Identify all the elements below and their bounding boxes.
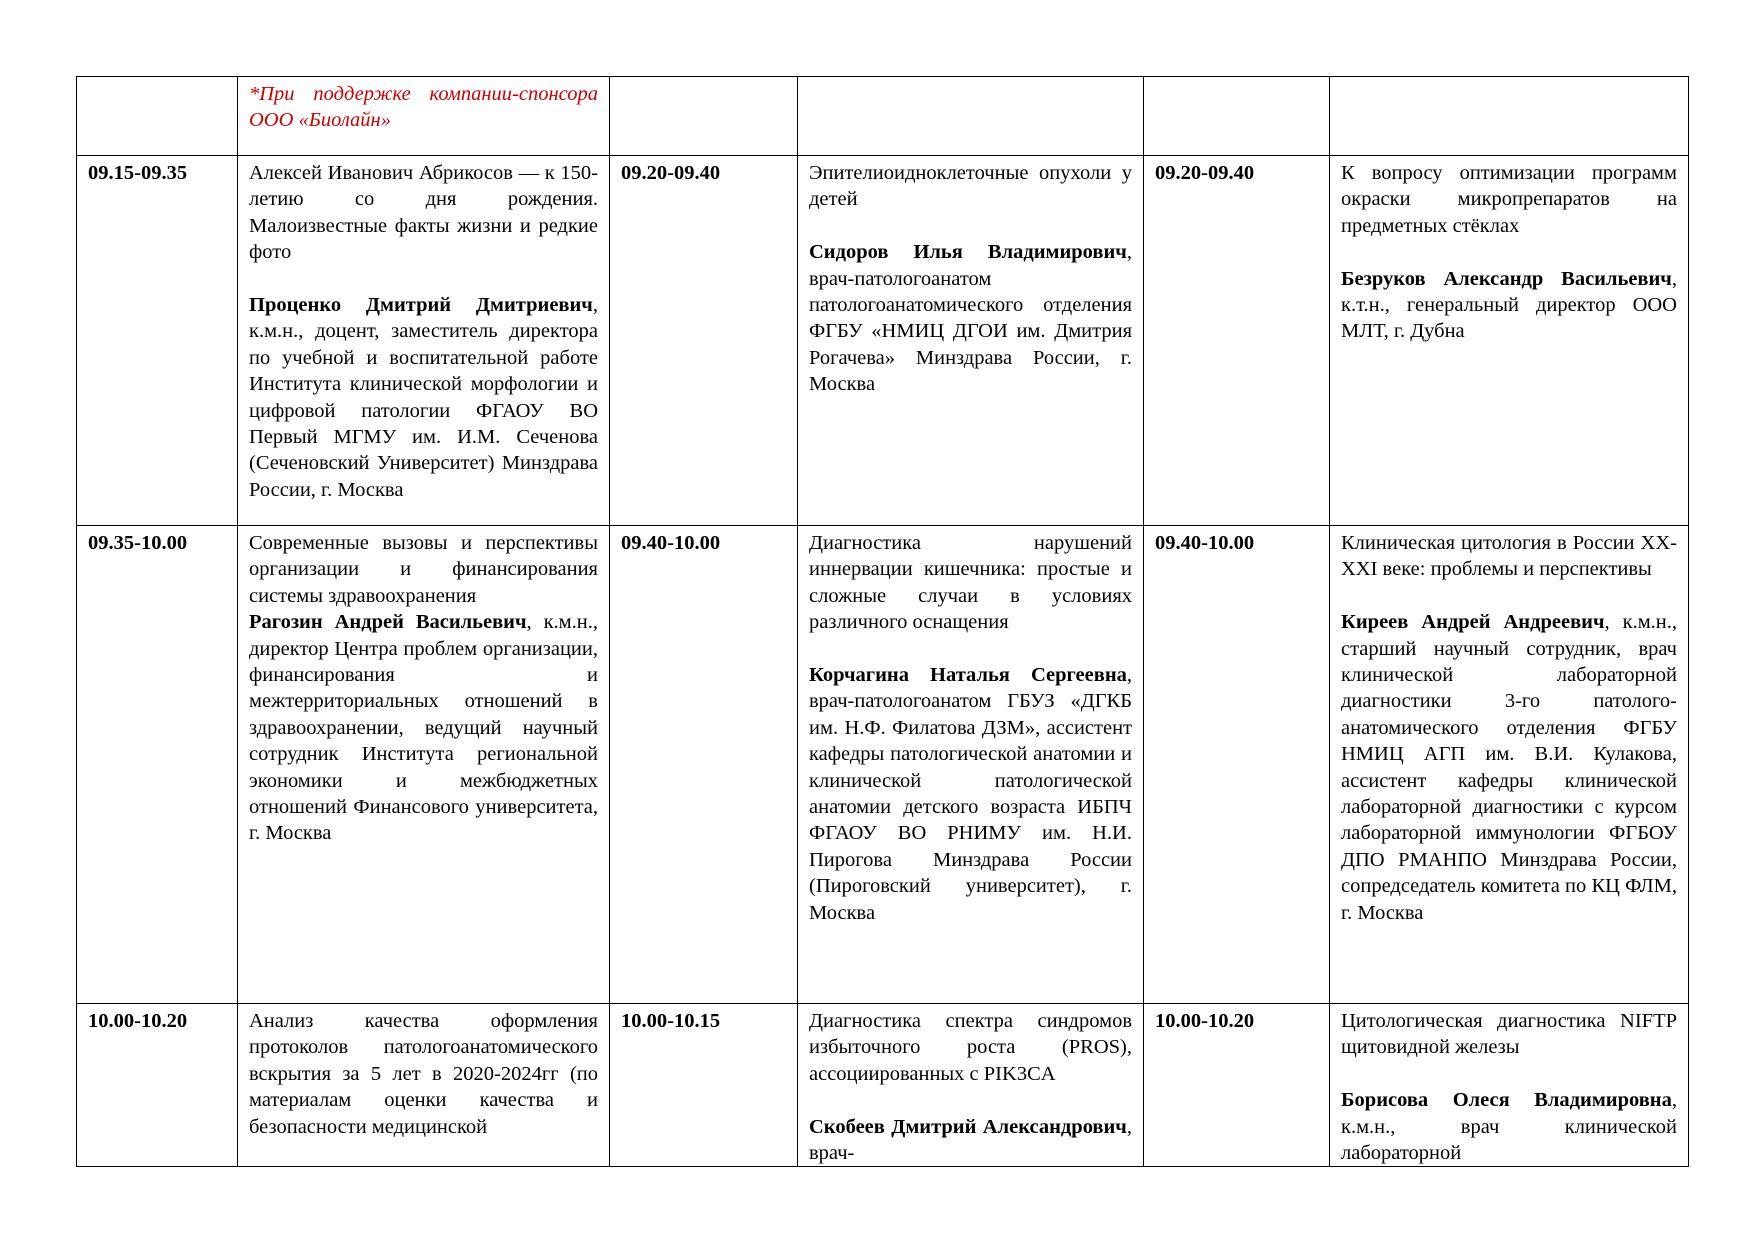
time-cell: 10.00-10.15 xyxy=(610,1004,798,1167)
talk-title: Алексей Иванович Абрикосов — к 150-летию со дня рождения. Малоизвестные факты жизни и редкие фото xyxy=(249,162,598,264)
speaker-details: , врач- xyxy=(809,1115,1132,1165)
talk-cell xyxy=(238,526,610,1004)
talk-title: Цитологическая диагностика NIFTP щитовидной железы xyxy=(1341,1010,1677,1059)
talk-cell xyxy=(1330,1004,1689,1167)
empty-cell xyxy=(610,77,798,156)
talk-cell xyxy=(1330,156,1689,526)
talk-title: Диагностика спектра синдромов избыточного роста (PROS), ассоциированных с PIK3CA xyxy=(809,1010,1132,1085)
time-cell: 09.20-09.40 xyxy=(1144,156,1330,526)
speaker-details: , врач-патологоанатом патологоанатомического отделения ФГБУ «НМИЦ ДГОИ им. Дмитрия Рогачева» Минздрава России, г. Москва xyxy=(809,241,1132,396)
talk-title: Современные вызовы и перспективы организации и финансирования системы здравоохранения xyxy=(249,532,598,607)
empty-cell xyxy=(798,77,1144,156)
speaker-name: Безруков Александр Васильевич xyxy=(1341,267,1672,290)
speaker-details: , к.м.н., доцент, заместитель директора по учебной и воспитательной работе Института клинической морфологии и цифровой патологии ФГАОУ ВО Первый МГМУ им. И.М. Сеченова (Сеченовский Университет) Минздрава России, г. Москва xyxy=(249,294,598,501)
speaker-name: Киреев Андрей Андреевич xyxy=(1341,611,1605,634)
time-cell: 09.15-09.35 xyxy=(77,156,238,526)
speaker-name: Корчагина Наталья Сергеевна xyxy=(809,664,1127,687)
talk-cell xyxy=(238,1004,610,1167)
speaker-details: , к.м.н., врач клинической лабораторной xyxy=(1341,1089,1677,1165)
speaker-details: , к.м.н., старший научный сотрудник, врач клинической лабораторной диагностики 3-го патолого-анатомического отделения ФГБУ НМИЦ АГП им. В.И. Кулакова, ассистент кафедры клинической лабораторной диагностики с курсом лабораторной иммунологии ФГБОУ ДПО РМАНПО Минздрава России, сопредседатель комитета по КЦ ФЛМ, г. Москва xyxy=(1341,611,1678,924)
time-cell: 09.35-10.00 xyxy=(77,526,238,1004)
time-cell: 09.20-09.40 xyxy=(610,156,798,526)
talk-title: Диагностика нарушений иннервации кишечника: простые и сложные случаи в условиях различного оснащения xyxy=(809,532,1132,634)
time-cell: 09.40-10.00 xyxy=(1144,526,1330,1004)
talk-title: К вопросу оптимизации программ окраски микропрепаратов на предметных стёклах xyxy=(1341,162,1677,237)
table-row xyxy=(77,1004,1689,1167)
empty-cell xyxy=(1330,77,1689,156)
speaker-details: , врач-патологоанатом ГБУЗ «ДГКБ им. Н.Ф. Филатова ДЗМ», ассистент кафедры патологической анатомии и клинической патологической анатомии детского возраста ИБПЧ ФГАОУ ВО РНИМУ им. Н.И. Пирогова Минздрава России (Пироговский университет), г. Москва xyxy=(809,664,1132,924)
talk-title: Клиническая цитология в России XX-XXI веке: проблемы и перспективы xyxy=(1341,532,1677,581)
table-row xyxy=(77,526,1689,1004)
time-cell: 09.40-10.00 xyxy=(610,526,798,1004)
sponsor-note: *При поддержке компании-спонсора ООО «Биолайн» xyxy=(249,83,598,132)
time-cell: 10.00-10.20 xyxy=(1144,1004,1330,1167)
talk-cell xyxy=(1330,526,1689,1004)
program-table xyxy=(76,76,1689,1167)
table-row xyxy=(77,77,1689,156)
table-row xyxy=(77,156,1689,526)
empty-cell xyxy=(1144,77,1330,156)
speaker-details: , к.м.н., директор Центра проблем организации, финансирования и межтерриториальных отношений в здравоохранении, ведущий научный сотрудник Института региональной экономики и межбюджетных отношений Финансового университета, г. Москва xyxy=(249,611,598,845)
speaker-name: Скобеев Дмитрий Александрович xyxy=(809,1115,1127,1138)
speaker-name: Рагозин Андрей Васильевич xyxy=(249,611,527,634)
speaker-details: , к.т.н., генеральный директор ООО МЛТ, г. Дубна xyxy=(1341,267,1677,343)
speaker-name: Проценко Дмитрий Дмитриевич xyxy=(249,294,593,317)
speaker-name: Сидоров Илья Владимирович xyxy=(809,241,1127,264)
talk-cell xyxy=(798,526,1144,1004)
talk-cell xyxy=(798,156,1144,526)
talk-title: Анализ качества оформления протоколов патологоанатомического вскрытия за 5 лет в 2020-2024гг (по материалам оценки качества и безопасности медицинской xyxy=(249,1010,598,1138)
talk-title: Эпителиоидноклеточные опухоли у детей xyxy=(809,162,1132,211)
talk-cell xyxy=(238,156,610,526)
time-cell: 10.00-10.20 xyxy=(77,1004,238,1167)
talk-cell xyxy=(798,1004,1144,1167)
empty-cell xyxy=(77,77,238,156)
sponsor-cell xyxy=(238,77,610,156)
speaker-name: Борисова Олеся Владимировна xyxy=(1341,1089,1672,1112)
